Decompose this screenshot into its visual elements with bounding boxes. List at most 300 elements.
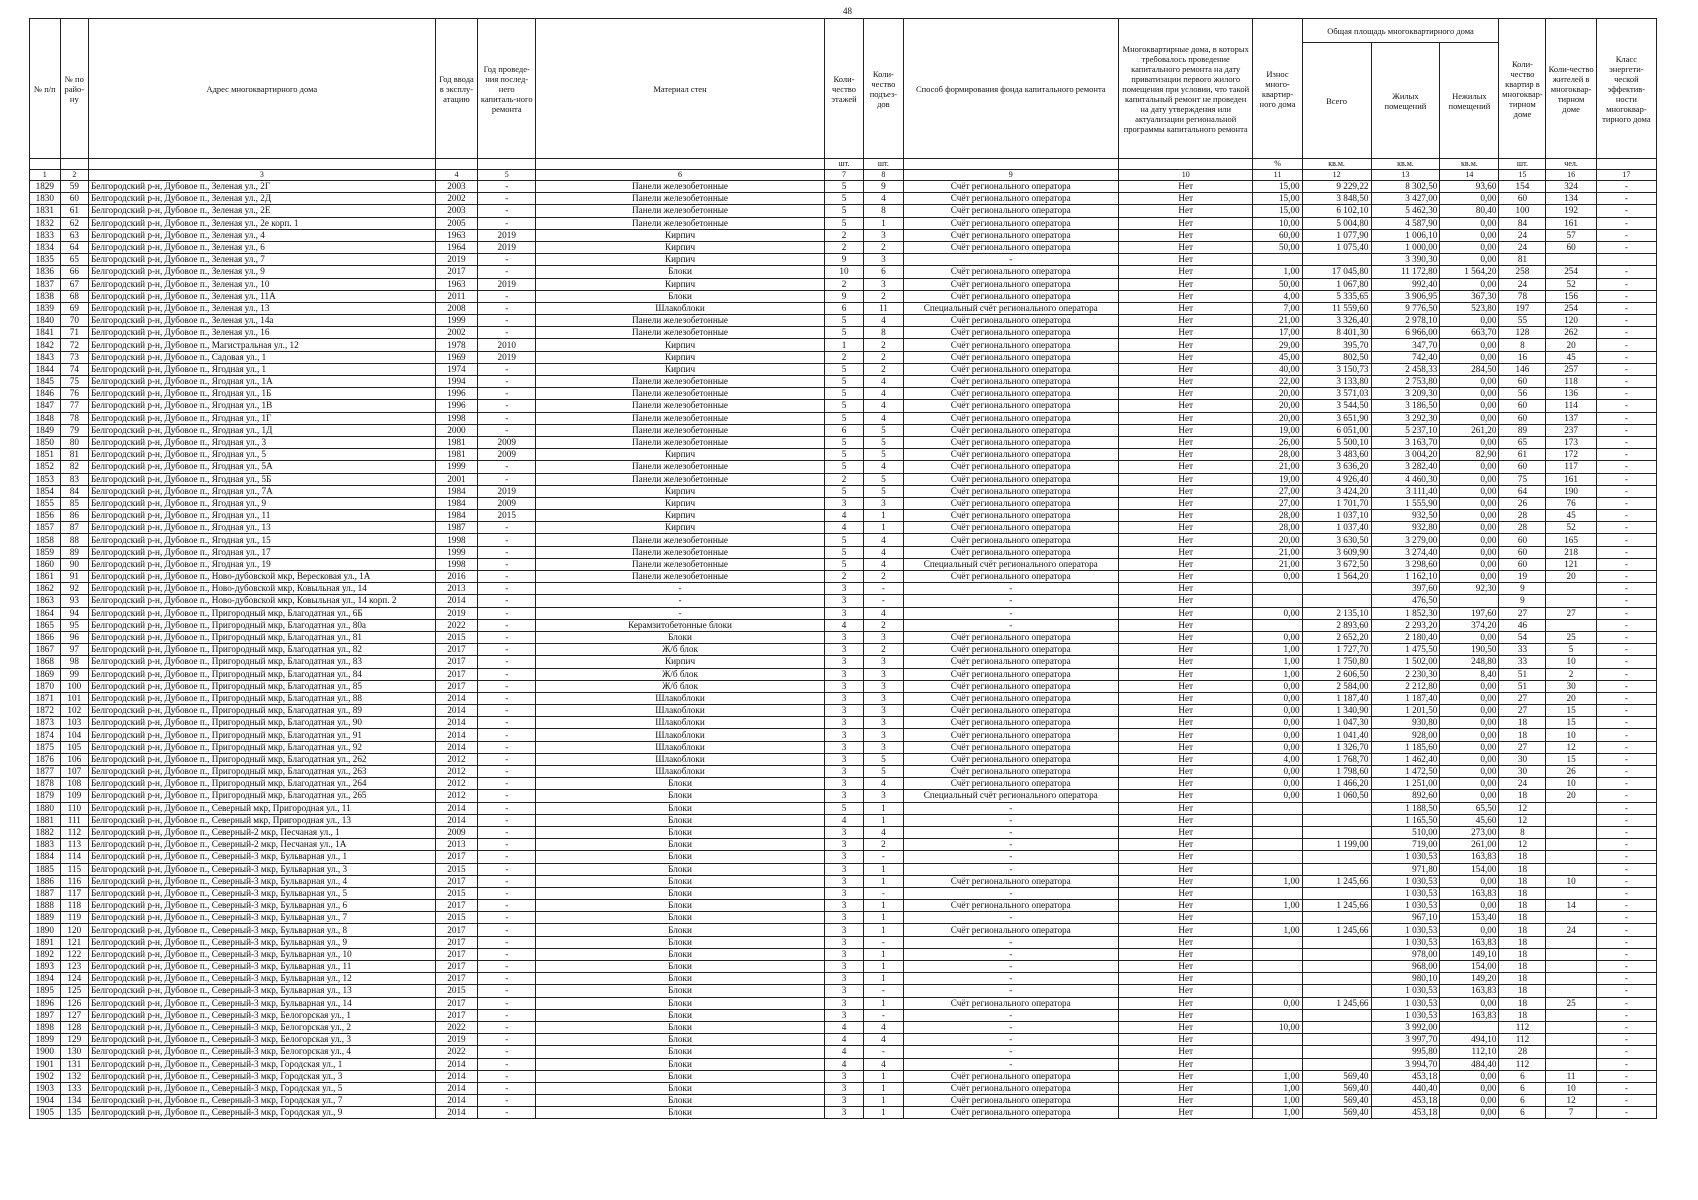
cell-year-repair: - bbox=[478, 705, 536, 717]
cell-wear bbox=[1253, 851, 1302, 863]
cell-wear: 60,00 bbox=[1253, 229, 1302, 241]
cell-area-total: 1 701,70 bbox=[1302, 497, 1371, 509]
cell-residents: 118 bbox=[1546, 376, 1596, 388]
cell-address: Белгородский р-н, Дубовое п., Зеленая ул., 16 bbox=[89, 327, 436, 339]
cell-floors: 3 bbox=[824, 644, 863, 656]
unit-area-living: кв.м. bbox=[1371, 159, 1440, 170]
cell-area-nonliving: 367,30 bbox=[1440, 290, 1499, 302]
cell-area-nonliving: 163,83 bbox=[1440, 851, 1499, 863]
cell-year-built: 2013 bbox=[435, 583, 478, 595]
cell-fund-method: Счёт регионального оператора bbox=[903, 766, 1118, 778]
cell-energy-class: - bbox=[1596, 705, 1656, 717]
cell-floors: 9 bbox=[824, 254, 863, 266]
cell-address: Белгородский р-н, Дубовое п., Северный-3 мкр, Городская ул., 7 bbox=[89, 1095, 436, 1107]
cell-entrances: 4 bbox=[864, 607, 903, 619]
cell-area-nonliving: 0,00 bbox=[1440, 388, 1499, 400]
cell-floors: 3 bbox=[824, 717, 863, 729]
cell-floors: 3 bbox=[824, 887, 863, 899]
cell-entrances: - bbox=[864, 887, 903, 899]
cell-floors: 5 bbox=[824, 193, 863, 205]
cell-year-built: 2012 bbox=[435, 766, 478, 778]
cell-address: Белгородский р-н, Дубовое п., Ново-дубовской мкр, Вересковая ул., 1А bbox=[89, 571, 436, 583]
cell-apartments: 24 bbox=[1499, 229, 1546, 241]
cell-floors: 3 bbox=[824, 692, 863, 704]
cell-district-number: 86 bbox=[60, 510, 88, 522]
cell-area-nonliving: 0,00 bbox=[1440, 351, 1499, 363]
cell-row-number: 1877 bbox=[30, 766, 61, 778]
cell-floors: 3 bbox=[824, 826, 863, 838]
cell-year-repair: - bbox=[478, 424, 536, 436]
cell-energy-class: - bbox=[1596, 826, 1656, 838]
cell-fund-method: Счёт регионального оператора bbox=[903, 705, 1118, 717]
cell-residents: 45 bbox=[1546, 351, 1596, 363]
cell-wear bbox=[1253, 583, 1302, 595]
cell-residents: 137 bbox=[1546, 412, 1596, 424]
table-row bbox=[30, 839, 1657, 851]
cell-year-repair: - bbox=[478, 302, 536, 314]
cell-year-built: 2012 bbox=[435, 778, 478, 790]
cell-area-living: 1 462,40 bbox=[1371, 753, 1440, 765]
cell-energy-class: - bbox=[1596, 766, 1656, 778]
header-energy-class: Класс энергети-ческой эффектив-ности многоквар-тирного дома bbox=[1596, 19, 1656, 159]
cell-repair-required: Нет bbox=[1118, 948, 1252, 960]
cell-area-nonliving: 93,60 bbox=[1440, 181, 1499, 193]
cell-year-built: 2017 bbox=[435, 961, 478, 973]
cell-wear: 10,00 bbox=[1253, 1021, 1302, 1033]
cell-wear: 40,00 bbox=[1253, 363, 1302, 375]
cell-area-nonliving: 197,60 bbox=[1440, 607, 1499, 619]
cell-address: Белгородский р-н, Дубовое п., Ягодная ул., 5Б bbox=[89, 473, 436, 485]
cell-district-number: 82 bbox=[60, 461, 88, 473]
cell-year-built: 1996 bbox=[435, 388, 478, 400]
cell-year-built: 2017 bbox=[435, 973, 478, 985]
cell-fund-method: - bbox=[903, 1021, 1118, 1033]
cell-residents: 14 bbox=[1546, 900, 1596, 912]
cell-entrances: 5 bbox=[864, 449, 903, 461]
cell-area-total: 1 060,50 bbox=[1302, 790, 1371, 802]
cell-area-total bbox=[1302, 1034, 1371, 1046]
cell-energy-class: - bbox=[1596, 1107, 1656, 1119]
table-row bbox=[30, 290, 1657, 302]
cell-apartments: 89 bbox=[1499, 424, 1546, 436]
table-row bbox=[30, 705, 1657, 717]
cell-apartments: 60 bbox=[1499, 558, 1546, 570]
cell-wear bbox=[1253, 814, 1302, 826]
cell-apartments: 24 bbox=[1499, 278, 1546, 290]
cell-repair-required: Нет bbox=[1118, 753, 1252, 765]
cell-row-number: 1905 bbox=[30, 1107, 61, 1119]
cell-energy-class: - bbox=[1596, 875, 1656, 887]
cell-year-built: 2015 bbox=[435, 887, 478, 899]
cell-apartments: 112 bbox=[1499, 1058, 1546, 1070]
cell-district-number: 77 bbox=[60, 400, 88, 412]
cell-wear: 28,00 bbox=[1253, 449, 1302, 461]
cell-fund-method: - bbox=[903, 814, 1118, 826]
cell-district-number: 88 bbox=[60, 534, 88, 546]
cell-year-repair: - bbox=[478, 887, 536, 899]
cell-area-living: 1 030,53 bbox=[1371, 936, 1440, 948]
cell-residents: 165 bbox=[1546, 534, 1596, 546]
cell-year-repair: - bbox=[478, 619, 536, 631]
cell-repair-required: Нет bbox=[1118, 485, 1252, 497]
cell-fund-method: Счёт регионального оператора bbox=[903, 668, 1118, 680]
cell-address: Белгородский р-н, Дубовое п., Пригородный мкр, Благодатная ул., 90 bbox=[89, 717, 436, 729]
cell-wear bbox=[1253, 1034, 1302, 1046]
cell-year-built: 2017 bbox=[435, 1009, 478, 1021]
cell-wear: 29,00 bbox=[1253, 339, 1302, 351]
cell-district-number: 71 bbox=[60, 327, 88, 339]
cell-year-repair: - bbox=[478, 388, 536, 400]
cell-row-number: 1895 bbox=[30, 985, 61, 997]
cell-district-number: 119 bbox=[60, 912, 88, 924]
cell-repair-required: Нет bbox=[1118, 644, 1252, 656]
cell-fund-method: - bbox=[903, 839, 1118, 851]
cell-floors: 5 bbox=[824, 217, 863, 229]
cell-wall-material: Керамзитобетонные блоки bbox=[536, 619, 825, 631]
cell-area-total bbox=[1302, 583, 1371, 595]
column-number: 14 bbox=[1440, 170, 1499, 181]
cell-residents: 52 bbox=[1546, 522, 1596, 534]
column-number: 3 bbox=[89, 170, 436, 181]
cell-apartments: 100 bbox=[1499, 205, 1546, 217]
cell-wall-material: Блоки bbox=[536, 1034, 825, 1046]
cell-row-number: 1880 bbox=[30, 802, 61, 814]
cell-fund-method: Счёт регионального оператора bbox=[903, 485, 1118, 497]
cell-area-total: 802,50 bbox=[1302, 351, 1371, 363]
cell-wall-material: Панели железобетонные bbox=[536, 571, 825, 583]
cell-area-living: 11 172,80 bbox=[1371, 266, 1440, 278]
cell-area-living: 2 230,30 bbox=[1371, 668, 1440, 680]
cell-year-built: 2014 bbox=[435, 1082, 478, 1094]
cell-floors: 5 bbox=[824, 376, 863, 388]
cell-row-number: 1849 bbox=[30, 424, 61, 436]
cell-wall-material: Блоки bbox=[536, 1082, 825, 1094]
cell-fund-method: Специальный счёт регионального оператора bbox=[903, 302, 1118, 314]
cell-floors: 3 bbox=[824, 680, 863, 692]
cell-wear: 1,00 bbox=[1253, 924, 1302, 936]
cell-fund-method: Счёт регионального оператора bbox=[903, 546, 1118, 558]
cell-area-living: 932,80 bbox=[1371, 522, 1440, 534]
header-entrances: Коли-чество подъез-дов bbox=[864, 19, 903, 159]
cell-fund-method: - bbox=[903, 961, 1118, 973]
cell-fund-method: Счёт регионального оператора bbox=[903, 1082, 1118, 1094]
header-wear: Износ много-квартир-ного дома bbox=[1253, 19, 1302, 159]
cell-year-repair: - bbox=[478, 680, 536, 692]
cell-energy-class: - bbox=[1596, 363, 1656, 375]
cell-wall-material: Панели железобетонные bbox=[536, 558, 825, 570]
cell-address: Белгородский р-н, Дубовое п., Ягодная ул., 1А bbox=[89, 376, 436, 388]
cell-apartments: 16 bbox=[1499, 351, 1546, 363]
table-row bbox=[30, 461, 1657, 473]
cell-wear: 20,00 bbox=[1253, 400, 1302, 412]
cell-year-repair: - bbox=[478, 1021, 536, 1033]
cell-row-number: 1855 bbox=[30, 497, 61, 509]
cell-entrances: 1 bbox=[864, 948, 903, 960]
cell-repair-required: Нет bbox=[1118, 741, 1252, 753]
cell-repair-required: Нет bbox=[1118, 583, 1252, 595]
cell-year-repair: 2019 bbox=[478, 278, 536, 290]
cell-district-number: 83 bbox=[60, 473, 88, 485]
cell-energy-class: - bbox=[1596, 1046, 1656, 1058]
table-row bbox=[30, 327, 1657, 339]
cell-apartments: 18 bbox=[1499, 851, 1546, 863]
cell-area-living: 1 475,50 bbox=[1371, 644, 1440, 656]
cell-apartments: 78 bbox=[1499, 290, 1546, 302]
cell-apartments: 9 bbox=[1499, 583, 1546, 595]
cell-area-total: 5 500,10 bbox=[1302, 436, 1371, 448]
cell-row-number: 1843 bbox=[30, 351, 61, 363]
cell-row-number: 1884 bbox=[30, 851, 61, 863]
cell-apartments: 18 bbox=[1499, 985, 1546, 997]
cell-address: Белгородский р-н, Дубовое п., Северный-3 мкр, Бульварная ул., 5 bbox=[89, 887, 436, 899]
cell-repair-required: Нет bbox=[1118, 692, 1252, 704]
cell-area-nonliving: 149,10 bbox=[1440, 948, 1499, 960]
cell-district-number: 116 bbox=[60, 875, 88, 887]
cell-wall-material: Блоки bbox=[536, 863, 825, 875]
cell-wall-material: Шлакоблоки bbox=[536, 717, 825, 729]
cell-wear: 0,00 bbox=[1253, 680, 1302, 692]
cell-area-living: 5 237,10 bbox=[1371, 424, 1440, 436]
cell-apartments: 112 bbox=[1499, 1034, 1546, 1046]
cell-wall-material: Ж/б блок bbox=[536, 680, 825, 692]
cell-entrances: 1 bbox=[864, 900, 903, 912]
cell-fund-method: Счёт регионального оператора bbox=[903, 997, 1118, 1009]
unit-apartments: шт. bbox=[1499, 159, 1546, 170]
cell-residents: 257 bbox=[1546, 363, 1596, 375]
table-row bbox=[30, 887, 1657, 899]
cell-area-total: 6 051,00 bbox=[1302, 424, 1371, 436]
cell-repair-required: Нет bbox=[1118, 680, 1252, 692]
cell-row-number: 1902 bbox=[30, 1070, 61, 1082]
cell-area-living: 476,50 bbox=[1371, 595, 1440, 607]
cell-area-nonliving: 0,00 bbox=[1440, 680, 1499, 692]
cell-row-number: 1854 bbox=[30, 485, 61, 497]
cell-year-built: 2017 bbox=[435, 900, 478, 912]
cell-district-number: 135 bbox=[60, 1107, 88, 1119]
cell-district-number: 73 bbox=[60, 351, 88, 363]
cell-wall-material: Блоки bbox=[536, 1058, 825, 1070]
cell-year-built: 1984 bbox=[435, 497, 478, 509]
cell-energy-class: - bbox=[1596, 887, 1656, 899]
cell-floors: 5 bbox=[824, 388, 863, 400]
cell-apartments: 60 bbox=[1499, 546, 1546, 558]
cell-area-total: 11 559,60 bbox=[1302, 302, 1371, 314]
column-number: 16 bbox=[1546, 170, 1596, 181]
cell-row-number: 1848 bbox=[30, 412, 61, 424]
cell-floors: 3 bbox=[824, 900, 863, 912]
cell-year-built: 2017 bbox=[435, 266, 478, 278]
cell-wear: 15,00 bbox=[1253, 193, 1302, 205]
cell-area-total: 4 926,40 bbox=[1302, 473, 1371, 485]
cell-area-living: 2 180,40 bbox=[1371, 631, 1440, 643]
cell-fund-method: Счёт регионального оператора bbox=[903, 290, 1118, 302]
cell-residents bbox=[1546, 1021, 1596, 1033]
cell-area-nonliving: 0,00 bbox=[1440, 1107, 1499, 1119]
cell-residents: 324 bbox=[1546, 181, 1596, 193]
cell-fund-method: Счёт регионального оператора bbox=[903, 778, 1118, 790]
cell-row-number: 1903 bbox=[30, 1082, 61, 1094]
cell-residents bbox=[1546, 973, 1596, 985]
cell-entrances: 3 bbox=[864, 229, 903, 241]
cell-district-number: 118 bbox=[60, 900, 88, 912]
cell-area-total bbox=[1302, 1009, 1371, 1021]
table-row bbox=[30, 997, 1657, 1009]
table-row bbox=[30, 1095, 1657, 1107]
cell-repair-required: Нет bbox=[1118, 217, 1252, 229]
cell-area-total: 3 630,50 bbox=[1302, 534, 1371, 546]
cell-wall-material: Блоки bbox=[536, 1095, 825, 1107]
cell-repair-required: Нет bbox=[1118, 851, 1252, 863]
cell-residents: 156 bbox=[1546, 290, 1596, 302]
cell-energy-class: - bbox=[1596, 948, 1656, 960]
cell-year-built: 2014 bbox=[435, 1095, 478, 1107]
cell-year-repair: - bbox=[478, 656, 536, 668]
cell-energy-class: - bbox=[1596, 607, 1656, 619]
cell-repair-required: Нет bbox=[1118, 729, 1252, 741]
cell-year-repair: 2009 bbox=[478, 436, 536, 448]
cell-repair-required: Нет bbox=[1118, 900, 1252, 912]
cell-entrances: - bbox=[864, 985, 903, 997]
cell-year-built: 1963 bbox=[435, 278, 478, 290]
cell-floors: 6 bbox=[824, 424, 863, 436]
cell-repair-required: Нет bbox=[1118, 887, 1252, 899]
cell-row-number: 1846 bbox=[30, 388, 61, 400]
cell-wall-material: Кирпич bbox=[536, 449, 825, 461]
unit-area-total: кв.м. bbox=[1302, 159, 1371, 170]
cell-apartments: 33 bbox=[1499, 644, 1546, 656]
cell-area-living: 3 997,70 bbox=[1371, 1034, 1440, 1046]
cell-address: Белгородский р-н, Дубовое п., Садовая ул., 1 bbox=[89, 351, 436, 363]
cell-fund-method: - bbox=[903, 254, 1118, 266]
cell-energy-class: - bbox=[1596, 802, 1656, 814]
cell-wear: 0,00 bbox=[1253, 607, 1302, 619]
cell-year-built: 2012 bbox=[435, 753, 478, 765]
cell-fund-method: - bbox=[903, 887, 1118, 899]
cell-repair-required: Нет bbox=[1118, 717, 1252, 729]
cell-area-living: 397,60 bbox=[1371, 583, 1440, 595]
cell-energy-class: - bbox=[1596, 644, 1656, 656]
cell-fund-method: Счёт регионального оператора bbox=[903, 266, 1118, 278]
cell-repair-required: Нет bbox=[1118, 912, 1252, 924]
cell-area-nonliving bbox=[1440, 595, 1499, 607]
cell-apartments: 6 bbox=[1499, 1107, 1546, 1119]
cell-residents bbox=[1546, 826, 1596, 838]
table-row bbox=[30, 778, 1657, 790]
cell-apartments: 18 bbox=[1499, 900, 1546, 912]
cell-area-total bbox=[1302, 802, 1371, 814]
cell-wear: 27,00 bbox=[1253, 485, 1302, 497]
cell-apartments: 28 bbox=[1499, 522, 1546, 534]
cell-energy-class: - bbox=[1596, 522, 1656, 534]
cell-wear: 0,00 bbox=[1253, 790, 1302, 802]
cell-energy-class: - bbox=[1596, 461, 1656, 473]
cell-fund-method: - bbox=[903, 619, 1118, 631]
cell-row-number: 1874 bbox=[30, 729, 61, 741]
column-number: 8 bbox=[864, 170, 903, 181]
cell-year-repair: - bbox=[478, 607, 536, 619]
cell-repair-required: Нет bbox=[1118, 302, 1252, 314]
cell-repair-required: Нет bbox=[1118, 839, 1252, 851]
cell-year-repair: - bbox=[478, 1095, 536, 1107]
cell-year-built: 1998 bbox=[435, 558, 478, 570]
cell-wear: 1,00 bbox=[1253, 266, 1302, 278]
cell-wear: 0,00 bbox=[1253, 631, 1302, 643]
header-year-built: Год ввода в эксплу-атацию bbox=[435, 19, 478, 159]
cell-wear: 21,00 bbox=[1253, 558, 1302, 570]
cell-year-repair: - bbox=[478, 1107, 536, 1119]
header-n: № п/п bbox=[30, 19, 61, 159]
cell-area-living: 347,70 bbox=[1371, 339, 1440, 351]
cell-repair-required: Нет bbox=[1118, 961, 1252, 973]
cell-wall-material: Кирпич bbox=[536, 339, 825, 351]
cell-row-number: 1867 bbox=[30, 644, 61, 656]
cell-apartments: 28 bbox=[1499, 1046, 1546, 1058]
table-row bbox=[30, 400, 1657, 412]
cell-energy-class: - bbox=[1596, 485, 1656, 497]
cell-district-number: 76 bbox=[60, 388, 88, 400]
cell-year-repair: - bbox=[478, 912, 536, 924]
cell-entrances: 2 bbox=[864, 351, 903, 363]
cell-floors: 3 bbox=[824, 583, 863, 595]
cell-year-repair: - bbox=[478, 376, 536, 388]
cell-district-number: 95 bbox=[60, 619, 88, 631]
cell-repair-required: Нет bbox=[1118, 766, 1252, 778]
cell-year-repair: 2019 bbox=[478, 229, 536, 241]
cell-area-nonliving: 0,00 bbox=[1440, 339, 1499, 351]
cell-row-number: 1850 bbox=[30, 436, 61, 448]
cell-area-living: 453,18 bbox=[1371, 1095, 1440, 1107]
cell-area-nonliving: 261,00 bbox=[1440, 839, 1499, 851]
cell-apartments: 18 bbox=[1499, 936, 1546, 948]
cell-residents: 52 bbox=[1546, 278, 1596, 290]
cell-area-living: 3 274,40 bbox=[1371, 546, 1440, 558]
cell-wall-material: Блоки bbox=[536, 851, 825, 863]
cell-wear: 1,00 bbox=[1253, 644, 1302, 656]
cell-repair-required: Нет bbox=[1118, 924, 1252, 936]
cell-wall-material: Шлакоблоки bbox=[536, 705, 825, 717]
cell-area-nonliving: 163,83 bbox=[1440, 1009, 1499, 1021]
cell-area-total bbox=[1302, 1058, 1371, 1070]
cell-wall-material: Кирпич bbox=[536, 278, 825, 290]
cell-year-repair: - bbox=[478, 595, 536, 607]
cell-area-living: 8 302,50 bbox=[1371, 181, 1440, 193]
cell-wall-material: Блоки bbox=[536, 778, 825, 790]
cell-area-living: 3 282,40 bbox=[1371, 461, 1440, 473]
cell-area-nonliving: 154,00 bbox=[1440, 863, 1499, 875]
cell-area-total: 3 133,80 bbox=[1302, 376, 1371, 388]
cell-area-living: 6 966,00 bbox=[1371, 327, 1440, 339]
cell-row-number: 1896 bbox=[30, 997, 61, 1009]
cell-year-built: 2015 bbox=[435, 863, 478, 875]
cell-row-number: 1865 bbox=[30, 619, 61, 631]
header-area-living: Жилых помещений bbox=[1371, 43, 1440, 159]
cell-area-total: 3 424,20 bbox=[1302, 485, 1371, 497]
cell-wear: 1,00 bbox=[1253, 1107, 1302, 1119]
cell-year-built: 2017 bbox=[435, 644, 478, 656]
table-row bbox=[30, 948, 1657, 960]
cell-apartments: 8 bbox=[1499, 826, 1546, 838]
cell-entrances: 4 bbox=[864, 193, 903, 205]
table-row bbox=[30, 961, 1657, 973]
cell-residents: 12 bbox=[1546, 1095, 1596, 1107]
cell-entrances: 2 bbox=[864, 619, 903, 631]
cell-area-total: 1 199,00 bbox=[1302, 839, 1371, 851]
cell-year-repair: - bbox=[478, 985, 536, 997]
cell-address: Белгородский р-н, Дубовое п., Северный-3 мкр, Бульварная ул., 4 bbox=[89, 875, 436, 887]
cell-row-number: 1878 bbox=[30, 778, 61, 790]
cell-row-number: 1890 bbox=[30, 924, 61, 936]
cell-row-number: 1888 bbox=[30, 900, 61, 912]
